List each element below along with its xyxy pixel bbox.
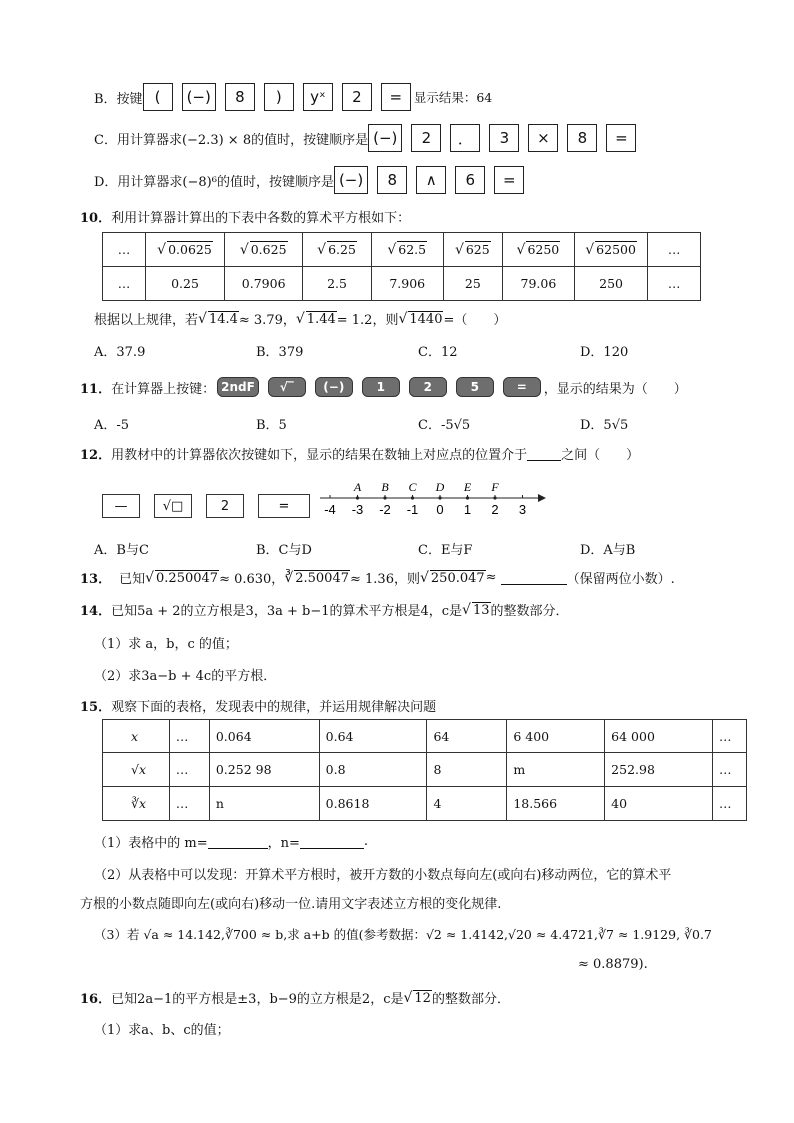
- q10-radicand-1: 14.4: [208, 311, 238, 327]
- table-cell: 64: [427, 720, 507, 753]
- table-cell: x: [103, 720, 170, 753]
- sqrt-sign: √: [585, 242, 595, 258]
- calculator-key: (−): [315, 377, 353, 397]
- table-cell: [371, 233, 443, 267]
- q10-radicand-3: 1440: [409, 311, 443, 327]
- number-line: [318, 478, 546, 520]
- q11-number: 11．: [80, 381, 112, 397]
- q10-rule-a: 根据以上规律，若: [94, 313, 199, 328]
- table-cell: 2.5: [303, 267, 371, 301]
- q14-stem: [80, 600, 569, 619]
- q13-stem: [80, 568, 675, 587]
- q11-stem-text: 在计算器上按键：: [111, 381, 216, 397]
- sqrt-sign: √: [398, 310, 408, 327]
- sqrt-sign: √: [454, 242, 464, 258]
- q11-option-a: A．-5: [94, 418, 130, 433]
- sqrt-sign: √: [317, 242, 327, 258]
- sqrt-key: √□: [154, 494, 192, 518]
- calculator-key: ): [264, 83, 294, 111]
- table-cell: 4: [427, 787, 507, 821]
- q14-text-2: 的整数部分．: [490, 604, 569, 619]
- q14-number: 14．: [80, 604, 112, 619]
- q15-p1-text-b: ，n=: [267, 836, 300, 851]
- calculator-key: 1: [362, 377, 400, 397]
- axis-point-label: D: [435, 480, 445, 494]
- q13-radicand-1: 0.250047: [156, 570, 219, 586]
- calculator-key: =: [381, 83, 411, 111]
- calculator-key: 6: [455, 166, 485, 194]
- q12-option-b: B．C与D: [256, 543, 312, 558]
- q12-keys: [102, 494, 324, 518]
- axis-tick-label: 0: [436, 502, 444, 517]
- cbrt-sign: ∛: [284, 569, 294, 586]
- calculator-key: 2: [342, 83, 372, 111]
- calculator-key: 3: [489, 124, 519, 152]
- q10-option-d: D．120: [580, 345, 629, 360]
- table-cell: …: [713, 787, 747, 821]
- two-key: 2: [206, 494, 244, 518]
- calculator-key: 2ndF: [217, 377, 259, 397]
- q9-c-text: C．用计算器求(−2.3) × 8的值时，按键顺序是: [94, 132, 369, 148]
- table-cell: [146, 233, 225, 267]
- q12-tail: 之间（ ）: [561, 448, 640, 463]
- radicand: 0.0625: [168, 242, 212, 257]
- q15-blank-n: [300, 834, 364, 849]
- table-cell: 25: [443, 267, 502, 301]
- table-cell: 0.7906: [224, 267, 303, 301]
- q10-option-a: A．37.9: [94, 345, 146, 360]
- table-cell: 64 000: [605, 720, 713, 753]
- q15-part-3a: （3）若 √a ≈ 14.142,∛700 ≈ b,求 a+b 的值(参考数据：√2 ≈ 1.4142,√20 ≈ 4.4721,∛7 ≈ 1.9129, ∛0.7: [94, 927, 712, 942]
- table-cell: …: [169, 787, 209, 821]
- axis-tick-label: -2: [379, 502, 391, 517]
- q10-rule: [94, 309, 506, 328]
- radicand: 625: [465, 242, 490, 257]
- q10-radicand-2: 1.44: [306, 311, 336, 327]
- table-cell: …: [713, 720, 747, 753]
- axis-point: [493, 496, 496, 499]
- q16-radicand: 12: [414, 990, 431, 1006]
- table-cell: 0.64: [319, 720, 427, 753]
- axis-tick-label: -3: [351, 502, 364, 517]
- calculator-key: 2: [409, 377, 447, 397]
- q10-option-b: B．379: [256, 345, 304, 360]
- sqrt-sign: √: [295, 310, 305, 327]
- table-cell: 18.566: [507, 787, 605, 821]
- q10-number: 10．: [80, 211, 112, 226]
- q15-part-3b: ≈ 0.8879).: [578, 957, 648, 972]
- sqrt-sign: √: [516, 242, 526, 258]
- axis-point: [383, 496, 386, 499]
- q16-number: 16．: [80, 992, 112, 1007]
- calculator-key: =: [503, 377, 541, 397]
- q15-stem-text: 观察下面的表格，发现表中的规律，并运用规律解决问题: [111, 700, 437, 715]
- calculator-key: =: [494, 166, 524, 194]
- q11-option-b: B．5: [256, 418, 287, 433]
- table-cell: 0.252 98: [209, 753, 319, 787]
- axis-tick-label: -1: [406, 502, 419, 517]
- table-cell: …: [648, 267, 701, 301]
- table-cell: [502, 233, 574, 267]
- q15-p1-text: （1）表格中的 m=: [94, 836, 208, 851]
- sqrt-sign: √: [157, 242, 167, 258]
- table-cell: 79.06: [502, 267, 574, 301]
- calculator-key: (−): [368, 124, 402, 152]
- radicand: 0.625: [250, 242, 287, 257]
- q13-blank: [501, 570, 567, 585]
- q16-stem: [80, 988, 510, 1007]
- axis-point-label: C: [408, 480, 417, 494]
- axis-point: [466, 496, 469, 499]
- table-cell: 0.8618: [319, 787, 427, 821]
- axis-point-label: E: [463, 480, 472, 494]
- q14-radicand: 13: [472, 602, 490, 618]
- q15-p1-text-c: .: [363, 834, 369, 849]
- table-cell: 250: [575, 267, 648, 301]
- calculator-key: ．: [450, 124, 480, 152]
- q12-option-a: A．B与C: [94, 543, 149, 558]
- sqrt-sign: √: [387, 242, 397, 258]
- calculator-key: √‾: [268, 377, 306, 397]
- axis-point: [356, 496, 359, 499]
- q9-option-b: [94, 83, 492, 111]
- q10-table: [102, 232, 701, 301]
- q13-text-1: 已知: [119, 572, 146, 587]
- table-cell: m: [507, 753, 605, 787]
- table-cell: …: [103, 233, 146, 267]
- calculator-key: (−): [182, 83, 216, 111]
- q13-text-2: ≈ 0.630，: [219, 572, 285, 587]
- q12-option-d: D．A与B: [580, 543, 636, 558]
- q16-text-2: 的整数部分．: [431, 992, 510, 1007]
- calculator-key: (: [143, 83, 173, 111]
- calculator-key: ×: [528, 124, 558, 152]
- equals-key: =: [258, 494, 310, 518]
- sqrt-sign: √: [239, 242, 249, 258]
- axis-tick-label: -4: [324, 502, 336, 517]
- table-cell: 0.25: [146, 267, 225, 301]
- q11-stem: [80, 377, 687, 397]
- calculator-key: yˣ: [303, 83, 333, 111]
- q15-blank-m: [208, 834, 268, 849]
- table-cell: …: [169, 720, 209, 753]
- q16-text-1: 已知2a−1的平方根是±3，b−9的立方根是2，c是: [111, 992, 404, 1007]
- axis-tick-label: 2: [491, 502, 499, 517]
- q9-d-text: D．用计算器求(−8)⁶的值时，按键顺序是: [94, 174, 334, 190]
- q15-part-1: [94, 832, 368, 851]
- table-cell: 6 400: [507, 720, 605, 753]
- q13-number: 13．: [80, 572, 112, 587]
- sqrt-sign: √: [145, 569, 155, 586]
- calculator-key: =: [606, 124, 636, 152]
- axis-point: [411, 496, 414, 499]
- table-cell: [224, 233, 303, 267]
- axis-point-label: A: [353, 480, 362, 494]
- q12-stem: [80, 444, 639, 463]
- table-cell: …: [648, 233, 701, 267]
- sqrt-sign: √: [419, 569, 429, 586]
- table-cell: 252.98: [605, 753, 713, 787]
- q14-text-1: 已知5a + 2的立方根是3，3a + b−1的算术平方根是4，c是: [111, 604, 463, 619]
- axis-point-label: F: [491, 480, 499, 494]
- q15-stem: [80, 696, 436, 715]
- q11-option-c: C．-5√5: [418, 418, 471, 433]
- q9-b-prefix: B．按键: [94, 91, 143, 107]
- q11-tail: ，显示的结果为（ ）: [543, 381, 687, 397]
- q15-part-2b: 方根的小数点随即向左(或向右)移动一位.请用文字表述立方根的变化规律.: [80, 897, 502, 912]
- axis-tick-label: 3: [518, 502, 527, 517]
- table-cell: √x: [103, 753, 170, 787]
- table-cell: …: [169, 753, 209, 787]
- table-cell: 8: [427, 753, 507, 787]
- q15-part-2a: （2）从表格中可以发现：开算术平方根时，被开方数的小数点每向左(或向右)移动两位，它的算术平: [94, 868, 672, 883]
- q9-b-suffix: 显示结果：64: [413, 90, 493, 105]
- axis-arrow: [538, 494, 546, 502]
- radicand: 6.25: [328, 242, 356, 257]
- q10-stem-text: 利用计算器计算出的下表中各数的算术平方根如下：: [111, 211, 411, 226]
- minus-key: —: [102, 494, 140, 518]
- calculator-key: 8: [567, 124, 597, 152]
- sqrt-sign: √: [462, 601, 471, 618]
- axis-point: [438, 496, 441, 499]
- table-cell: …: [103, 267, 146, 301]
- q15-number: 15．: [80, 700, 112, 715]
- table-cell: 0.064: [209, 720, 319, 753]
- q13-text-4: ≈: [485, 570, 497, 585]
- table-cell: [443, 233, 502, 267]
- calculator-key: ∧: [416, 166, 446, 194]
- calculator-key: 8: [377, 166, 407, 194]
- calculator-key: 2: [411, 124, 441, 152]
- table-cell: [303, 233, 371, 267]
- q11-option-d: D．5√5: [580, 418, 629, 433]
- axis-tick-label: 1: [463, 502, 472, 517]
- calculator-key: 5: [456, 377, 494, 397]
- radicand: 62.5: [398, 242, 427, 257]
- q12-stem-text: 用教材中的计算器依次按键如下，显示的结果在数轴上对应点的位置介于: [111, 448, 528, 463]
- axis-point-label: B: [381, 480, 389, 494]
- sqrt-sign: √: [403, 989, 413, 1006]
- q12-number: 12．: [80, 448, 112, 463]
- q13-text-5: （保留两位小数）.: [566, 572, 675, 587]
- q10-option-c: C．12: [418, 345, 458, 360]
- sqrt-sign: √: [198, 310, 207, 327]
- table-cell: 40: [605, 787, 713, 821]
- q12-blank: [527, 446, 561, 461]
- calculator-key: 8: [225, 83, 255, 111]
- q9-option-c: [94, 124, 645, 152]
- table-cell: …: [713, 753, 747, 787]
- q16-part-1: （1）求a、b、c的值；: [94, 1023, 230, 1038]
- q10-rule-d: =（ ）: [443, 313, 507, 328]
- radicand: 62500: [596, 242, 636, 257]
- q10-rule-b: ≈ 3.79，: [238, 313, 296, 328]
- table-cell: [575, 233, 648, 267]
- calculator-key: (−): [334, 166, 368, 194]
- radicand: 6250: [527, 242, 560, 257]
- table-cell: 7.906: [371, 267, 443, 301]
- q10-rule-c: = 1.2，则: [336, 313, 399, 328]
- q13-radicand-3: 250.047: [430, 570, 485, 586]
- q10-stem: [80, 207, 410, 226]
- q15-table: [102, 719, 747, 821]
- table-cell: 0.8: [319, 753, 427, 787]
- table-cell: n: [209, 787, 319, 821]
- table-cell: ∛x: [103, 787, 170, 821]
- q14-part-2: （2）求3a−b + 4c的平方根．: [94, 669, 277, 684]
- q9-option-d: [94, 166, 533, 194]
- q13-text-3: ≈ 1.36，则: [350, 572, 420, 587]
- q12-option-c: C．E与F: [418, 543, 473, 558]
- q14-part-1: （1）求 a，b，c 的值；: [94, 637, 238, 652]
- q13-radicand-2: 2.50047: [295, 570, 349, 586]
